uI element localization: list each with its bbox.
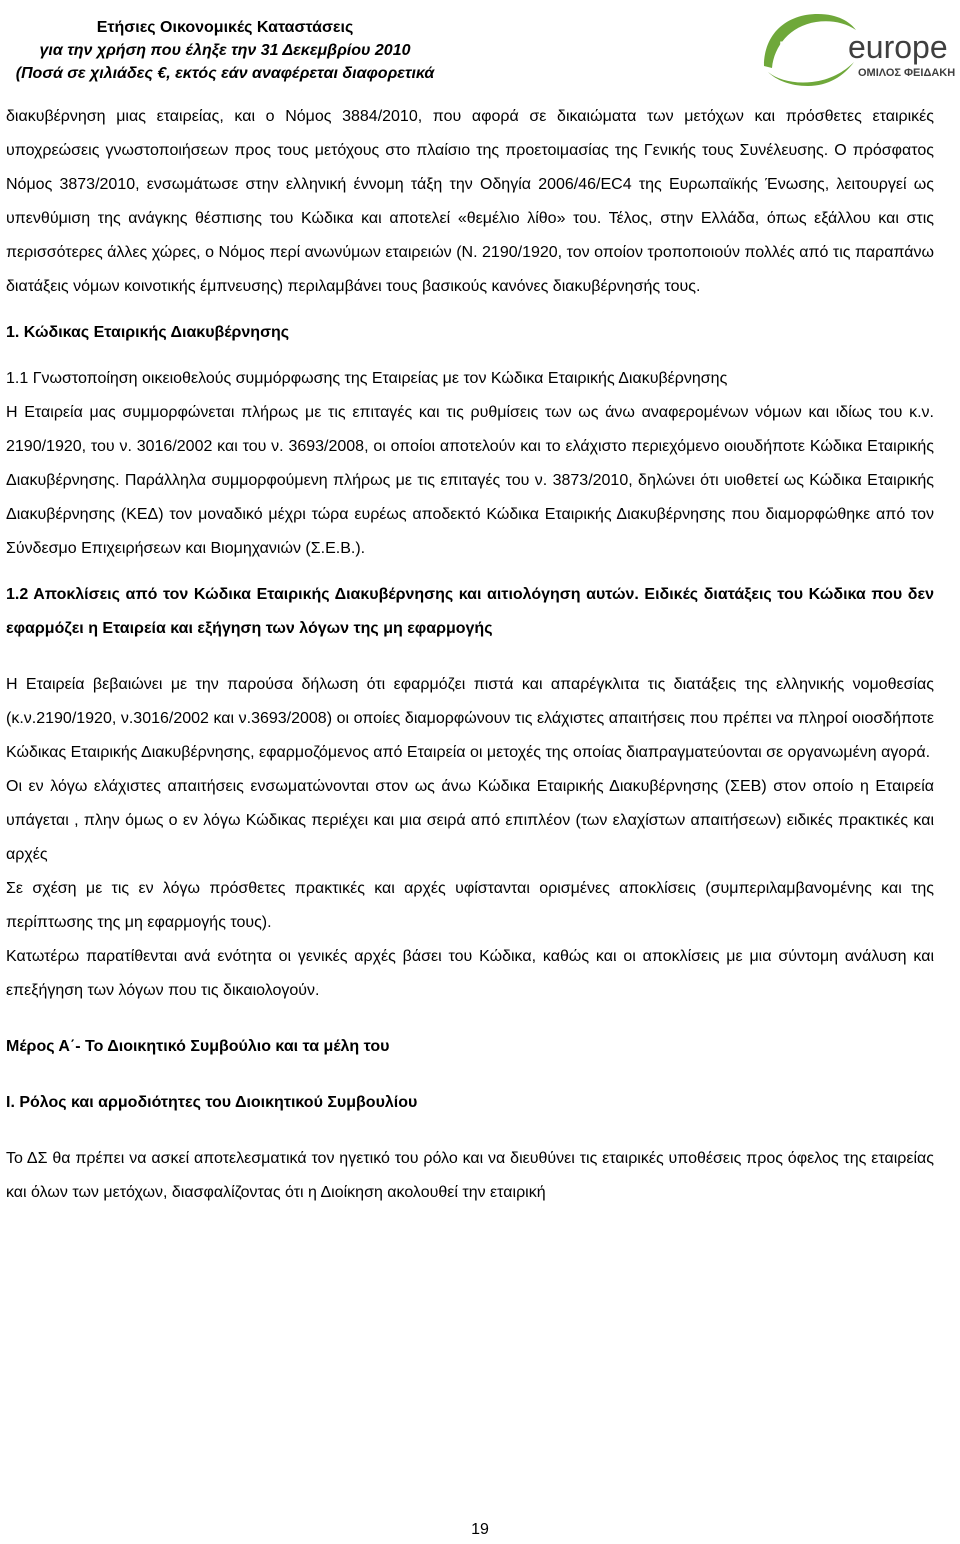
heading-1: 1. Κώδικας Εταιρικής Διακυβέρνησης [6, 324, 290, 341]
logo-subtitle: ΟΜΙΛΟΣ ΦΕΙΔΑΚΗ [858, 67, 956, 79]
heading-1-2: 1.2 Αποκλίσεις από τον Κώδικα Εταιρικής Διακυβέρνησης και αιτιολόγηση αυτών. Ειδικές διατάξεις του Κώδικα που δεν εφαρμόζει η Εταιρεία και εξήγηση των λόγων της μη εφαρμογής [6, 586, 934, 637]
fg-europe-logo [760, 6, 960, 88]
paragraph-6: Κατωτέρω παρατίθενται ανά ενότητα οι γενικές αρχές βάσει του Κώδικα, καθώς και οι αποκλίσεις με μια σύντομη ανάλυση και επεξήγηση των λόγων που τις δικαιολογούν. [6, 948, 934, 999]
page-header [0, 0, 960, 100]
logo-mark: FG [778, 35, 826, 73]
heading-part-a: Μέρος Α΄- Το Διοικητικό Συμβούλιο και τα μέλη του [6, 1038, 390, 1055]
header-period: για την χρήση που έληξε την 31 Δεκεμβρίου 2010 [39, 42, 411, 59]
header-title: Ετήσιες Οικονομικές Καταστάσεις [96, 19, 354, 36]
paragraph-1: διακυβέρνηση μιας εταιρείας, και ο Νόμος 3884/2010, που αφορά σε δικαιώματα των μετόχων και πρόσθετες εταιρικές υποχρεώσεις γνωστοποιήσεων προς τους μετόχους στο πλαίσιο της προετοιμασίας της Γενικής τους Συνέλευσης. Ο πρόσφατος Νόμος 3873/2010, ενσωμάτωσε στην ελληνική έννομη τάξη την Οδηγία 2006/46/ΕC4 της Ευρωπαϊκής Ένωσης, λειτουργεί ως υπενθύμιση της ανάγκης θέσπισης του Κώδικα και αποτελεί «θεμέλιο λίθο» του. Τέλος, στην Ελλάδα, όπως εξάλλου και στις περισσότερες άλλες χώρες, ο Νόμος περί ανωνύμων εταιρειών (Ν. 2190/1920, τον οποίον τροποποιούν πολλές από τις παραπάνω διατάξεις νόμων κοινοτικής έμπνευσης) περιλαμβάνει τους βασικούς κανόνες διακυβέρνησής τους. [6, 108, 934, 295]
paragraph-7: Το ΔΣ θα πρέπει να ασκεί αποτελεσματικά τον ηγετικό του ρόλο και να διευθύνει τις εταιρικές υποθέσεις προς όφελος της εταιρείας και όλων των μετόχων, διασφαλίζοντας ότι η Διοίκηση ακολουθεί την εταιρική [6, 1150, 934, 1201]
page-number: 19 [471, 1521, 489, 1538]
paragraph-2: Η Εταιρεία μας συμμορφώνεται πλήρως με τις επιταγές και τις ρυθμίσεις των ως άνω αναφερομένων νόμων και ιδίως του κ.ν. 2190/1920, του ν. 3016/2002 και του ν. 3693/2008, οι οποίοι αποτελούν και το ελάχιστο περιεχόμενο οιουδήποτε Κώδικα Εταιρικής Διακυβέρνησης. Παράλληλα συμμορφούμενη πλήρως με τις επιταγές του ν. 3873/2010, δηλώνει ότι υιοθετεί ως Κώδικα Εταιρικής Διακυβέρνησης (ΚΕΔ) τον μοναδικό μέχρι τώρα ευρέως αποδεκτό Κώδικα Εταιρικής Διακυβέρνησης που διαμορφώθηκε από τον Σύνδεσμο Επιχειρήσεων και Βιομηχανιών (Σ.Ε.Β.). [6, 404, 934, 557]
heading-section-i: Ι. Ρόλος και αρμοδιότητες του Διοικητικού Συμβουλίου [6, 1094, 418, 1111]
header-text [0, 16, 450, 85]
paragraph-5: Σε σχέση με τις εν λόγω πρόσθετες πρακτικές και αρχές υφίστανται ορισμένες αποκλίσεις (συμπεριλαμβανομένης και της περίπτωσης της μη εφαρμογής τους). [6, 880, 934, 931]
paragraph-4: Οι εν λόγω ελάχιστες απαιτήσεις ενσωματώνονται στον ως άνω Κώδικα Εταιρικής Διακυβέρνησης (ΣΕΒ) στον οποίο η Εταιρεία υπάγεται , πλην όμως ο εν λόγω Κώδικας περιέχει και μια σειρά από επιπλέον (των ελαχίστων απαιτήσεων) ειδικές πρακτικές και αρχές [6, 778, 934, 863]
document-body [6, 100, 934, 1210]
paragraph-3: Η Εταιρεία βεβαιώνει με την παρούσα δήλωση ότι εφαρμόζει πιστά και απαρέγκλιτα τις διατάξεις της ελληνικής νομοθεσίας (κ.ν.2190/1920, ν.3016/2002 και ν.3693/2008) οι οποίες διαμορφώνουν τις ελάχιστες απαιτήσεις που πρέπει να πληροί οιοσδήποτε Κώδικας Εταιρικής Διακυβέρνησης, εφαρμοζόμενος από Εταιρεία οι μετοχές της οποίας διαπραγματεύονται σε οργανωμένη αγορά. [6, 676, 934, 761]
subheading-1-1: 1.1 Γνωστοποίηση οικειοθελούς συμμόρφωσης της Εταιρείας με τον Κώδικα Εταιρικής Διακυβέρνησης [6, 370, 728, 387]
logo-word: europe [848, 29, 948, 65]
header-note: (Ποσά σε χιλιάδες €, εκτός εάν αναφέρεται διαφορετικά [15, 65, 435, 82]
